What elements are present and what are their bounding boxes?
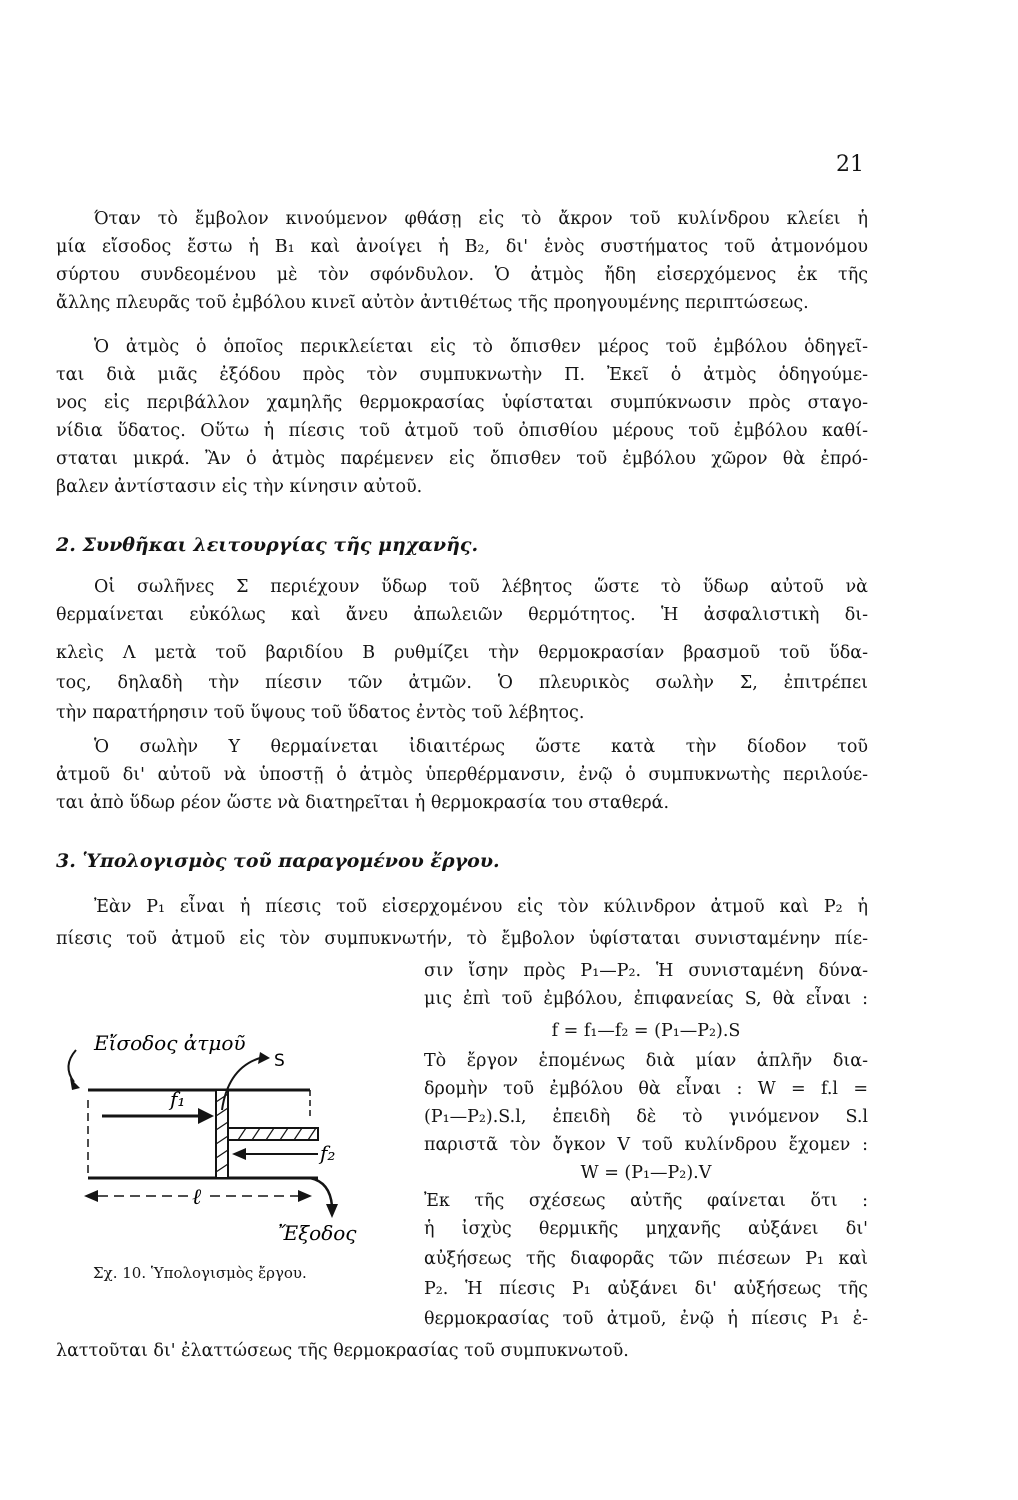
- s-label: S: [274, 1051, 285, 1071]
- para5-line-1: Ἐὰν P₁ εἶναι ἡ πίεσις τοῦ εἰσερχομένου εἰς τὸν κύλινδρον ἀτμοῦ καὶ P₂ ἡ: [94, 897, 868, 917]
- f2-arrowhead: [232, 1148, 246, 1160]
- para1-line-1: Όταν τὸ ἔμβολον κινούμενον φθάσῃ εἰς τὸ ἄκρον τοῦ κυλίνδρου κλείει ἡ: [94, 209, 868, 229]
- l-label: ℓ: [192, 1185, 202, 1210]
- para2-line-4: νίδια ὕδατος. Οὕτω ἡ πίεσις τοῦ ἀτμοῦ τοῦ ὀπισθίου μέρους τοῦ ἐμβόλου καθί-: [56, 421, 868, 441]
- para2-line-5: σταται μικρά. Ἂν ὁ ἀτμὸς παρέμενεν εἰς ὄπισθεν τοῦ ἐμβόλου χῶρον θὰ ἐπρό-: [56, 449, 868, 469]
- para7-last-line: λαττοῦται δι' ἐλαττώσεως τῆς θερμοκρασίας τοῦ συμπυκνωτοῦ.: [56, 1341, 629, 1361]
- formula-force: f = f₁—f₂ = (P₁—P₂).S: [551, 1021, 741, 1041]
- para3-line-1: Οἱ σωλῆνες Σ περιέχουν ὕδωρ τοῦ λέβητος ὥστε τὸ ὕδωρ αὐτοῦ νὰ: [94, 577, 868, 597]
- para3-line-3: κλεὶς Λ μετὰ τοῦ βαριδίου Β ρυθμίζει τὴν θερμοκρασίαν βρασμοῦ τοῦ ὕδα-: [56, 643, 868, 663]
- para7-line-2: ἡ ἰσχὺς θερμικῆς μηχανῆς αὐξάνει δι': [424, 1219, 868, 1239]
- para7-line-5: θερμοκρασίας τοῦ ἀτμοῦ, ἐνῷ ἡ πίεσις P₁ ἐ-: [424, 1309, 868, 1329]
- para3-line-5: τὴν παρατήρησιν τοῦ ὕψους τοῦ ὕδατος ἐντὸς τοῦ λέβητος.: [56, 703, 585, 723]
- para5-line-2: πίεσις τοῦ ἀτμοῦ εἰς τὸν συμπυκνωτήν, τὸ ἔμβολον ὑφίσταται συνισταμένην πίε-: [56, 929, 868, 949]
- outlet-arrow: [310, 1178, 332, 1206]
- para6-line-4: παριστᾶ τὸν ὄγκον V τοῦ κυλίνδρου ἔχομεν :: [424, 1135, 868, 1155]
- inlet-arrowhead: [70, 1078, 80, 1090]
- para1-line-4: ἄλλης πλευρᾶς τοῦ ἐμβόλου κινεῖ αὐτὸν ἀντιθέτως τῆς προηγουμένης περιπτώσεως.: [56, 293, 809, 313]
- formula-work: W = (P₁—P₂).V: [580, 1163, 712, 1183]
- piston-diagram: [48, 1018, 408, 1278]
- figure-caption: Σχ. 10. Ὑπολογισμὸς ἔργου.: [93, 1264, 307, 1282]
- para4-line-1: Ὁ σωλὴν Υ θερμαίνεται ἰδιαιτέρως ὥστε κατὰ τὴν δίοδον τοῦ: [94, 737, 868, 757]
- f2-label: f₂: [320, 1141, 336, 1165]
- para2-line-2: ται διὰ μιᾶς ἐξόδου πρὸς τὸν συμπυκνωτὴν Π. Ἐκεῖ ὁ ἀτμὸς ὁδηγούμε-: [56, 365, 868, 385]
- para6-line-1: Τὸ ἔργον ἑπομένως διὰ μίαν ἁπλῆν δια-: [424, 1051, 868, 1071]
- para1-line-3: σύρτου συνδεομένου μὲ τὸν σφόνδυλον. Ὁ ἀτμὸς ἤδη εἰσερχόμενος ἐκ τῆς: [56, 265, 868, 285]
- inlet-label: Εἴσοδος ἀτμοῦ: [94, 1031, 246, 1055]
- para5-right-line-1: σιν ἴσην πρὸς P₁—P₂. Ἡ συνισταμένη δύνα-: [424, 961, 868, 981]
- piston-work-figure: [48, 1018, 408, 1278]
- para2-line-1: Ὁ ἀτμὸς ὁ ὁποῖος περικλείεται εἰς τὸ ὄπισθεν μέρος τοῦ ἐμβόλου ὁδηγεῖ-: [94, 337, 868, 357]
- para2-line-6: βαλεν ἀντίστασιν εἰς τὴν κίνησιν αὐτοῦ.: [56, 477, 423, 497]
- s-arrowhead: [258, 1052, 270, 1064]
- para7-line-3: αὐξήσεως τῆς διαφορᾶς τῶν πιέσεων P₁ καὶ: [424, 1249, 868, 1269]
- f1-label: f₁: [170, 1087, 186, 1111]
- para2-line-3: νος εἰς περιβάλλον χαμηλῆς θερμοκρασίας ὑφίσταται συμπύκνωσιν πρὸς σταγο-: [56, 393, 868, 413]
- para7-line-1: Ἐκ τῆς σχέσεως αὐτῆς φαίνεται ὅτι :: [424, 1191, 868, 1211]
- page-number: 21: [836, 152, 864, 177]
- outlet-label: Ἔξοδος: [278, 1221, 357, 1245]
- section-3-heading: 3. Ὑπολογισμὸς τοῦ παραγομένου ἔργου.: [56, 850, 500, 872]
- para6-line-3: (P₁—P₂).S.l, ἐπειδὴ δὲ τὸ γινόμενον S.l: [424, 1107, 868, 1127]
- para6-line-2: δρομὴν τοῦ ἐμβόλου θὰ εἶναι : W = f.l =: [424, 1079, 868, 1099]
- l-arrowhead-left: [84, 1190, 98, 1202]
- inlet-arrow: [68, 1050, 76, 1082]
- para1-line-2: μία εἴσοδος ἔστω ἡ Β₁ καὶ ἀνοίγει ἡ Β₂, δι' ἑνὸς συστήματος τοῦ ἀτμονόμου: [56, 237, 868, 257]
- para7-line-4: P₂. Ἡ πίεσις P₁ αὐξάνει δι' αὐξήσεως τῆς: [424, 1279, 868, 1299]
- para5-right-line-2: μις ἐπὶ τοῦ ἐμβόλου, ἐπιφανείας S, θὰ εἶναι :: [424, 989, 868, 1009]
- para3-line-2: θερμαίνεται εὐκόλως καὶ ἄνευ ἀπωλειῶν θερμότητος. Ἡ ἀσφαλιστικὴ δι-: [56, 605, 868, 625]
- para3-line-4: τος, δηλαδὴ τὴν πίεσιν τῶν ἀτμῶν. Ὁ πλευρικὸς σωλὴν Σ, ἐπιτρέπει: [56, 673, 868, 693]
- outlet-arrowhead: [326, 1204, 338, 1218]
- para4-line-3: ται ἀπὸ ὕδωρ ρέον ὥστε νὰ διατηρεῖται ἡ θερμοκρασία του σταθερά.: [56, 793, 670, 813]
- f1-arrowhead: [198, 1108, 214, 1124]
- para4-line-2: ἀτμοῦ δι' αὐτοῦ νὰ ὑποστῇ ὁ ἀτμὸς ὑπερθέρμανσιν, ἐνῷ ὁ συμπυκνωτὴς περιλούε-: [56, 765, 868, 785]
- l-arrowhead-right: [298, 1190, 312, 1202]
- section-2-heading: 2. Συνθῆκαι λειτουργίας τῆς μηχανῆς.: [56, 534, 479, 556]
